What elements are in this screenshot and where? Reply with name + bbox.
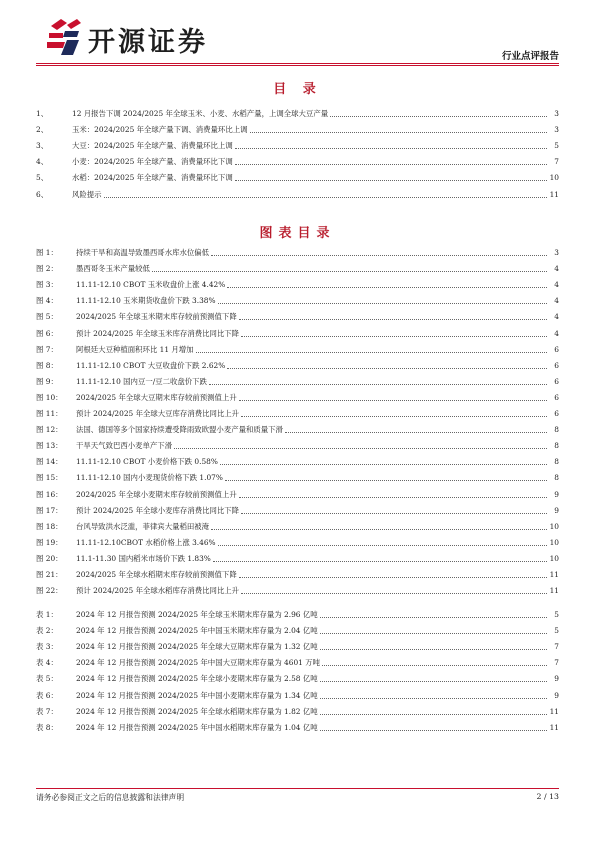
dot-leader <box>239 400 547 401</box>
figure-entry-number: 图 22： <box>36 586 63 596</box>
figure-entry-title: 预计 2024/2025 年全球水稻库存消费比同比上升 <box>76 586 240 596</box>
toc-entry[interactable] <box>36 135 559 151</box>
table-entry-number: 表 4： <box>36 658 58 668</box>
figure-entry-title: 持续干旱和高温导致墨西哥水库水位偏低 <box>76 248 210 258</box>
dot-leader <box>227 287 547 288</box>
figure-entry-title: 11.11-12.10CBOT 水稻价格上涨 3.46% <box>76 537 216 547</box>
figure-entry[interactable] <box>36 274 559 290</box>
figure-entry-page: 4 <box>554 328 559 338</box>
table-entry[interactable] <box>36 604 559 620</box>
dot-leader <box>250 132 548 133</box>
table-entry-number: 表 3： <box>36 642 58 652</box>
dot-leader <box>174 448 547 449</box>
figure-entry-title: 台风导致洪水泛滥，菲律宾大量稻田被淹 <box>76 521 210 531</box>
table-entry-page: 5 <box>554 626 559 636</box>
figure-entry-title: 预计 2024/2025 年全球大豆库存消费比同比上升 <box>76 409 240 419</box>
table-entry-page: 9 <box>554 674 559 684</box>
page-header <box>36 12 559 62</box>
dot-leader <box>320 617 547 618</box>
footer-divider <box>36 788 559 789</box>
table-entry-title: 2024 年 12 月报告预测 2024/2025 年中国玉米期末库存量为 2.04 亿吨 <box>76 626 318 636</box>
table-entry[interactable] <box>36 717 559 733</box>
toc-entry[interactable] <box>36 167 559 183</box>
disclaimer-text: 请务必参阅正文之后的信息披露和法律声明 <box>36 793 185 802</box>
dot-leader <box>241 336 547 337</box>
report-type-label: 行业点评报告 <box>501 51 559 62</box>
figure-entry-page: 8 <box>554 425 559 435</box>
table-entry-number: 表 5： <box>36 674 58 684</box>
toc-entry-title: 大豆：2024/2025 年全球产量、消费量环比上调 <box>72 141 233 151</box>
dot-leader <box>225 480 547 481</box>
dot-leader <box>104 197 547 198</box>
figure-entry[interactable] <box>36 322 559 338</box>
dot-leader <box>320 633 547 634</box>
figures-list <box>36 242 559 596</box>
table-entry-number: 表 8： <box>36 722 58 732</box>
dot-leader <box>235 148 547 149</box>
dot-leader <box>152 271 547 272</box>
figure-entry-title: 预计 2024/2025 年全球玉米库存消费比同比下降 <box>76 328 240 338</box>
dot-leader <box>241 593 547 594</box>
figure-entry-page: 6 <box>554 392 559 402</box>
toc-entry-number: 5、 <box>36 173 49 183</box>
table-entry-number: 表 2： <box>36 626 58 636</box>
figure-entry-number: 图 8： <box>36 360 58 370</box>
figure-entry-title: 11.11-12.10 CBOT 小麦价格下跌 0.58% <box>76 457 218 467</box>
figure-entry-page: 10 <box>549 521 559 531</box>
figure-entry-page: 9 <box>554 489 559 499</box>
figure-entry-title: 法国、德国等多个国家持续遭受降雨致欧盟小麦产量和质量下滑 <box>76 425 283 435</box>
dot-leader <box>330 116 547 117</box>
table-entry-title: 2024 年 12 月报告预测 2024/2025 年全球玉米期末库存量为 2.96 亿吨 <box>76 610 318 620</box>
toc-entry-page: 3 <box>554 109 559 119</box>
figure-entry-number: 图 13： <box>36 441 63 451</box>
figure-entry[interactable] <box>36 467 559 483</box>
figure-entry-title: 预计 2024/2025 年全球小麦库存消费比同比下降 <box>76 505 240 515</box>
figure-entry-page: 6 <box>554 344 559 354</box>
figure-entry[interactable] <box>36 339 559 355</box>
dot-leader <box>322 665 547 666</box>
figure-entry-number: 图 1： <box>36 248 58 258</box>
toc-entry-page: 3 <box>554 125 559 135</box>
toc-entry-number: 2、 <box>36 125 49 135</box>
figure-entry-number: 图 7： <box>36 344 58 354</box>
figure-entry[interactable] <box>36 516 559 532</box>
figure-entry[interactable] <box>36 532 559 548</box>
figure-entry[interactable] <box>36 371 559 387</box>
figure-entry-title: 2024/2025 年全球大豆期末库存较前预测值上升 <box>76 392 237 402</box>
toc-entry-page: 11 <box>549 189 559 199</box>
figure-entry-number: 图 21： <box>36 569 63 579</box>
figure-entry-number: 图 10： <box>36 392 63 402</box>
table-entry-page: 7 <box>554 658 559 668</box>
header-divider-thin <box>36 65 559 66</box>
dot-leader <box>213 561 547 562</box>
toc-entry-number: 1、 <box>36 109 49 119</box>
table-entry-page: 9 <box>554 690 559 700</box>
table-entry[interactable] <box>36 701 559 717</box>
header-divider <box>36 63 559 64</box>
table-entry-title: 2024 年 12 月报告预测 2024/2025 年中国小麦期末库存量为 1.34 亿吨 <box>76 690 318 700</box>
dot-leader <box>239 577 547 578</box>
figures-title: 图表目录 <box>259 226 336 241</box>
kaiyuan-logo-icon <box>47 19 81 55</box>
figure-entry[interactable] <box>36 451 559 467</box>
table-entry-page: 7 <box>554 642 559 652</box>
figure-entry-page: 8 <box>554 441 559 451</box>
brand-name: 开源证券 <box>88 27 208 58</box>
figure-entry[interactable] <box>36 435 559 451</box>
table-entry-page: 11 <box>549 706 559 716</box>
dot-leader <box>211 529 547 530</box>
toc-entry-title: 风险提示 <box>72 189 102 199</box>
figure-entry-page: 11 <box>549 586 559 596</box>
figure-entry-number: 图 14： <box>36 457 63 467</box>
figure-entry-number: 图 18： <box>36 521 63 531</box>
figure-entry-number: 图 6： <box>36 328 58 338</box>
figure-entry-number: 图 9： <box>36 376 58 386</box>
figure-entry[interactable] <box>36 580 559 596</box>
figure-entry[interactable] <box>36 290 559 306</box>
toc-entry[interactable] <box>36 183 559 199</box>
dot-leader <box>196 352 547 353</box>
figure-entry-page: 6 <box>554 376 559 386</box>
figure-entry[interactable] <box>36 403 559 419</box>
toc-entry[interactable] <box>36 103 559 119</box>
table-entry-title: 2024 年 12 月报告预测 2024/2025 年中国大豆期末库存量为 4601 万吨 <box>76 658 320 668</box>
table-entry-title: 2024 年 12 月报告预测 2024/2025 年全球水稻期末库存量为 1.82 亿吨 <box>76 706 318 716</box>
figure-entry-page: 6 <box>554 409 559 419</box>
figure-entry-page: 8 <box>554 457 559 467</box>
dot-leader <box>241 416 547 417</box>
table-entry-title: 2024 年 12 月报告预测 2024/2025 年中国水稻期末库存量为 1.04 亿吨 <box>76 722 318 732</box>
toc-entry-page: 5 <box>554 141 559 151</box>
dot-leader <box>285 432 547 433</box>
figure-entry-page: 4 <box>554 312 559 322</box>
dot-leader <box>211 255 547 256</box>
figure-entry-page: 4 <box>554 264 559 274</box>
figure-entry-number: 图 11： <box>36 409 63 419</box>
figure-entry[interactable] <box>36 419 559 435</box>
dot-leader <box>239 319 547 320</box>
figure-entry-title: 11.11-12.10 CBOT 玉米收盘价上涨 4.42% <box>76 280 226 290</box>
table-entry-number: 表 1： <box>36 610 58 620</box>
toc-entry-page: 7 <box>554 157 559 167</box>
figure-entry-number: 图 17： <box>36 505 63 515</box>
figure-entry-title: 干旱天气致巴西小麦单产下滑 <box>76 441 173 451</box>
table-entry[interactable] <box>36 620 559 636</box>
figure-entry[interactable] <box>36 564 559 580</box>
table-entry[interactable] <box>36 636 559 652</box>
dot-leader <box>209 384 547 385</box>
table-entry-page: 11 <box>549 722 559 732</box>
figure-entry-title: 11.11-12.10 CBOT 大豆收盘价下跌 2.62% <box>76 360 226 370</box>
figure-entry-title: 11.11-12.10 国内小麦现货价格下跌 1.07% <box>76 473 223 483</box>
dot-leader <box>320 698 547 699</box>
dot-leader <box>218 303 547 304</box>
toc-entry[interactable] <box>36 119 559 135</box>
table-entry-title: 2024 年 12 月报告预测 2024/2025 年全球小麦期末库存量为 2.58 亿吨 <box>76 674 318 684</box>
figure-entry[interactable] <box>36 500 559 516</box>
figure-entry-title: 11.1-11.30 国内稻米市场价下跌 1.83% <box>76 553 211 563</box>
table-entry-title: 2024 年 12 月报告预测 2024/2025 年全球大豆期末库存量为 1.32 亿吨 <box>76 642 318 652</box>
dot-leader <box>235 164 547 165</box>
figure-entry-number: 图 20： <box>36 553 63 563</box>
figure-entry-number: 图 12： <box>36 425 63 435</box>
table-entry-number: 表 7： <box>36 706 58 716</box>
toc-entry[interactable] <box>36 151 559 167</box>
figure-entry[interactable] <box>36 258 559 274</box>
toc-entry-title: 小麦：2024/2025 年全球产量、消费量环比下调 <box>72 157 233 167</box>
toc-entry-number: 3、 <box>36 141 49 151</box>
toc-list <box>36 103 559 200</box>
figure-entry-number: 图 5： <box>36 312 58 322</box>
figure-entry[interactable] <box>36 548 559 564</box>
dot-leader <box>241 513 547 514</box>
toc-entry-number: 6、 <box>36 189 49 199</box>
table-entry[interactable] <box>36 652 559 668</box>
figure-entry-number: 图 2： <box>36 264 58 274</box>
dot-leader <box>220 464 547 465</box>
figure-entry-title: 2024/2025 年全球水稻期末库存较前预测值下降 <box>76 569 237 579</box>
figure-entry-title: 阿根廷大豆种植面积环比 11 月增加 <box>76 344 194 354</box>
figure-entry-number: 图 3： <box>36 280 58 290</box>
figure-entry-title: 2024/2025 年全球小麦期末库存较前预测值上升 <box>76 489 237 499</box>
dot-leader <box>239 497 547 498</box>
figure-entry-title: 墨西哥冬玉米产量较低 <box>76 264 150 274</box>
figure-entry-page: 10 <box>549 553 559 563</box>
dot-leader <box>320 649 547 650</box>
figure-entry-number: 图 15： <box>36 473 63 483</box>
page-number: 2 / 13 <box>536 792 559 801</box>
figure-entry[interactable] <box>36 306 559 322</box>
toc-title: 目 录 <box>273 82 322 97</box>
tables-list <box>36 604 559 733</box>
dot-leader <box>235 180 547 181</box>
dot-leader <box>218 545 547 546</box>
figure-entry-page: 9 <box>554 505 559 515</box>
figure-entry[interactable] <box>36 483 559 499</box>
figure-entry-title: 11.11-12.10 玉米期货收盘价下跌 3.38% <box>76 296 216 306</box>
figure-entry[interactable] <box>36 242 559 258</box>
toc-entry-page: 10 <box>549 173 559 183</box>
figure-entry-page: 10 <box>549 537 559 547</box>
toc-entry-title: 玉米：2024/2025 年全球产量下调、消费量环比上调 <box>72 125 248 135</box>
toc-entry-title: 水稻：2024/2025 年全球产量、消费量环比下调 <box>72 173 233 183</box>
figure-entry-page: 8 <box>554 473 559 483</box>
table-entry-number: 表 6： <box>36 690 58 700</box>
dot-leader <box>320 714 547 715</box>
figure-entry-page: 6 <box>554 360 559 370</box>
dot-leader <box>227 368 547 369</box>
figure-entry[interactable] <box>36 387 559 403</box>
toc-entry-number: 4、 <box>36 157 49 167</box>
table-entry-page: 5 <box>554 610 559 620</box>
figure-entry-page: 3 <box>554 248 559 258</box>
figure-entry[interactable] <box>36 355 559 371</box>
figure-entry-number: 图 16： <box>36 489 63 499</box>
dot-leader <box>320 681 547 682</box>
figure-entry-title: 2024/2025 年全球玉米期末库存较前预测值下降 <box>76 312 237 322</box>
figure-entry-number: 图 19： <box>36 537 63 547</box>
figure-entry-page: 4 <box>554 296 559 306</box>
table-entry[interactable] <box>36 684 559 700</box>
figure-entry-page: 11 <box>549 569 559 579</box>
table-entry[interactable] <box>36 668 559 684</box>
dot-leader <box>320 730 547 731</box>
figure-entry-title: 11.11-12.10 国内豆一/豆二收盘价下跌 <box>76 376 207 386</box>
figure-entry-page: 4 <box>554 280 559 290</box>
toc-entry-title: 12 月报告下调 2024/2025 年全球玉米、小麦、水稻产量，上调全球大豆产量 <box>72 109 329 119</box>
figure-entry-number: 图 4： <box>36 296 58 306</box>
